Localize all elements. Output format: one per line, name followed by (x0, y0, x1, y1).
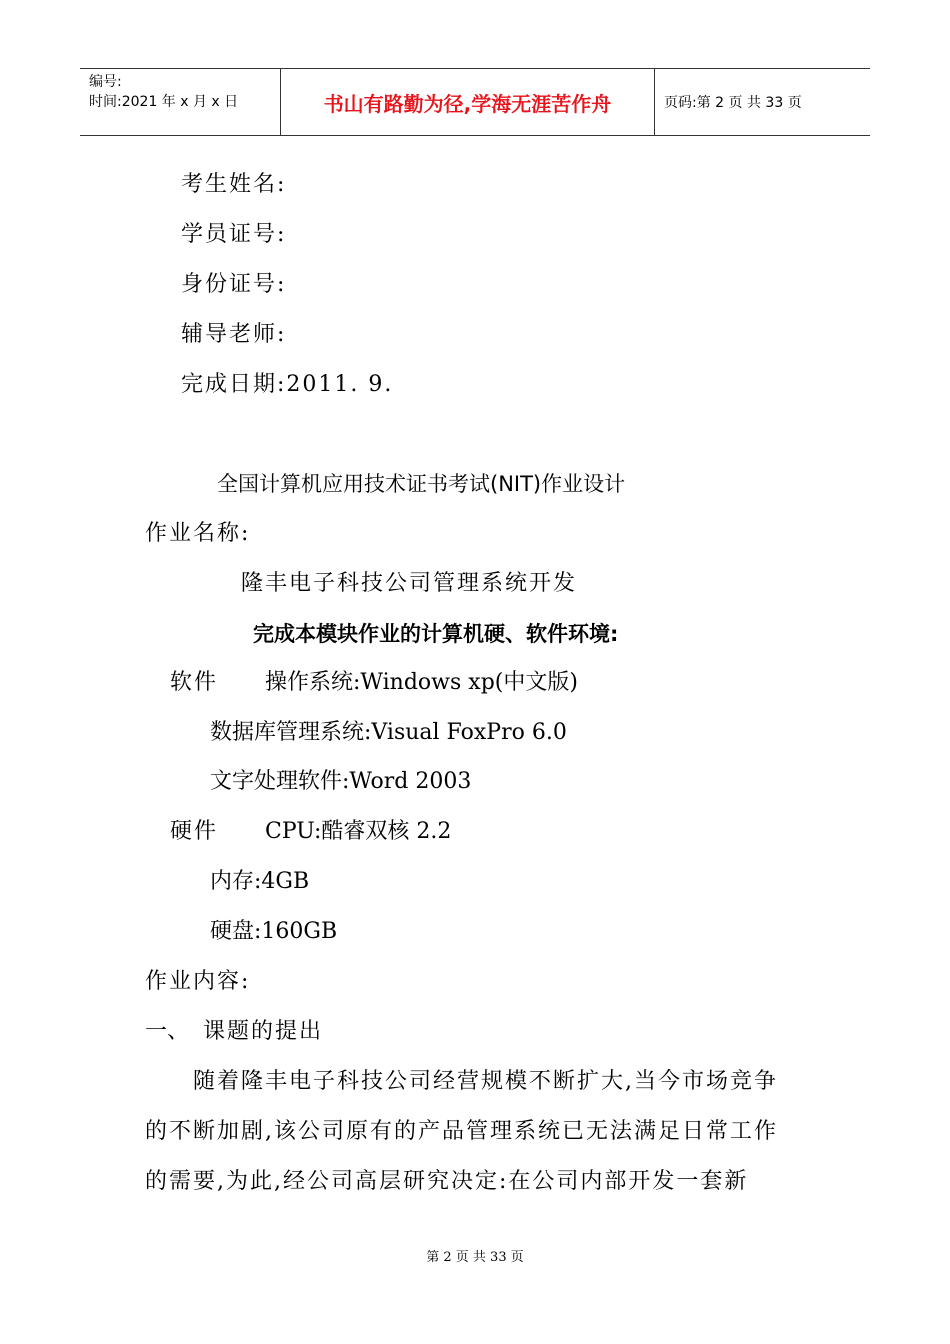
section1-number: 一、 (145, 1019, 190, 1044)
hardware-label: 硬件 (170, 819, 219, 844)
completion-date-label: 完成日期:2011. 9. (181, 372, 394, 397)
assignment-name-label: 作业名称: (145, 521, 251, 546)
page-footer: 第 2 页 共 33 页 (426, 1250, 524, 1265)
disk-info: 硬盘:160GB (210, 919, 338, 944)
assignment-name: 隆丰电子科技公司管理系统开发 (241, 571, 578, 596)
exam-name-label: 考生姓名: (181, 172, 287, 197)
header-page-info: 页码:第 2 页 共 33 页 (664, 95, 802, 111)
content-label: 作业内容: (145, 969, 251, 994)
student-id-label: 学员证号: (181, 222, 287, 247)
paragraph-line-2: 的不断加剧,该公司原有的产品管理系统已无法满足日常工作 (145, 1119, 778, 1144)
header-meta (80, 69, 281, 135)
page-header (80, 68, 870, 136)
dbms-info: 数据库管理系统:Visual FoxPro 6.0 (210, 720, 567, 745)
environment-heading: 完成本模块作业的计算机硬、软件环境: (253, 622, 619, 646)
os-info: 操作系统:Windows xp(中文版) (265, 670, 578, 695)
document-title: 全国计算机应用技术证书考试(NIT)作业设计 (217, 472, 626, 496)
paragraph-line-3: 的需要,为此,经公司高层研究决定:在公司内部开发一套新 (145, 1169, 749, 1194)
header-motto: 书山有路勤为径,学海无涯苦作舟 (281, 69, 655, 135)
cpu-info: CPU:酷睿双核 2.2 (265, 819, 452, 844)
tutor-label: 辅导老师: (181, 322, 287, 347)
section1-title: 课题的提出 (203, 1019, 324, 1044)
software-label: 软件 (170, 670, 219, 695)
header-time-label: 时间:2021 年 x 月 x 日 (89, 94, 239, 110)
memory-info: 内存:4GB (210, 869, 310, 894)
word-processor-info: 文字处理软件:Word 2003 (210, 769, 472, 794)
header-number-label: 编号: (89, 74, 122, 90)
paragraph-line-1: 随着隆丰电子科技公司经营规模不断扩大,当今市场竞争 (193, 1069, 778, 1094)
id-number-label: 身份证号: (181, 272, 287, 297)
